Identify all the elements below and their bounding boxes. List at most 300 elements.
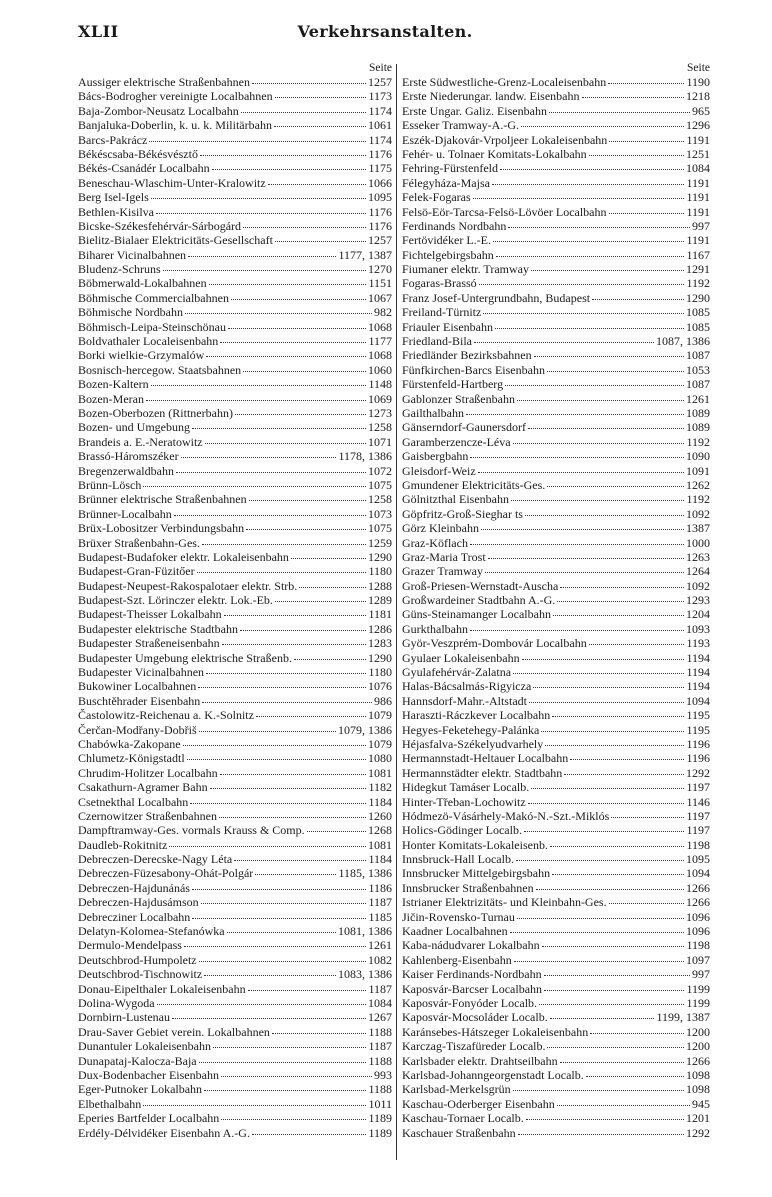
entry-name: Brüxer Straßenbahn-Ges.: [78, 535, 200, 550]
dot-leader: [234, 852, 366, 861]
entry-name: Hódmezö-Vásárhely-Makó-N.-Szt.-Miklós: [402, 808, 610, 823]
index-entry: [402, 651, 710, 665]
dot-leader: [514, 953, 684, 962]
index-entry: [402, 1126, 710, 1140]
index-entry: [402, 276, 710, 290]
index-entry: [78, 406, 392, 420]
index-entry: [78, 420, 392, 434]
index-entry: [402, 291, 710, 305]
entry-name: Friedland-Bila: [402, 334, 472, 349]
page-header: [78, 22, 692, 46]
entry-page: 1289: [368, 593, 392, 608]
entry-page: 1151: [368, 276, 392, 291]
entry-page: 1177, 1387: [338, 247, 392, 262]
entry-page: 1176: [368, 218, 392, 233]
entry-page: 1094: [686, 693, 710, 708]
entry-name: Debreczen-Derecske-Nagy Léta: [78, 852, 233, 867]
entry-page: 1092: [686, 578, 710, 593]
entry-page: 1257: [368, 233, 392, 248]
index-entry: [78, 305, 392, 319]
entry-name: Eperies Bartfelder Localbahn: [78, 1111, 220, 1126]
entry-page: 1068: [368, 348, 392, 363]
index-entry: [402, 665, 710, 679]
index-entry: [78, 190, 392, 204]
entry-page: 965: [692, 103, 710, 118]
entry-name: Karczag-Tiszafüreder Localb.: [402, 1039, 546, 1054]
index-entry: [402, 133, 710, 147]
index-entry: [402, 190, 710, 204]
index-entry: [402, 248, 710, 262]
entry-page: 1201: [686, 1111, 710, 1126]
dot-leader: [204, 967, 336, 976]
entry-name: Debreczen-Füzesabony-Ohát-Polgár: [78, 866, 254, 881]
dot-leader: [533, 679, 684, 688]
index-entry: [402, 1039, 710, 1053]
entry-name: Dux-Bodenbacher Eisenbahn: [78, 1067, 219, 1082]
entry-page: 1080: [368, 751, 392, 766]
index-entry: [78, 579, 392, 593]
entry-name: Brassó-Háromszéker: [78, 449, 179, 464]
dot-leader: [470, 449, 684, 458]
entry-page: 1290: [368, 650, 392, 665]
entry-page: 1191: [686, 204, 710, 219]
entry-name: Csakathurn-Agramer Bahn: [78, 780, 208, 795]
index-entry: [78, 449, 392, 463]
dot-leader: [202, 536, 366, 545]
index-entry: [402, 852, 710, 866]
entry-name: Kaadner Localbahnen: [402, 924, 508, 939]
entry-name: Fünfkirchen-Barcs Eisenbahn: [402, 362, 545, 377]
dot-leader: [608, 75, 684, 84]
entry-page: 1267: [368, 1010, 392, 1025]
entry-name: Erste Ungar. Galiz. Eisenbahn: [402, 103, 547, 118]
index-entry: [402, 507, 710, 521]
entry-page: 1197: [686, 823, 710, 838]
index-entry: [78, 982, 392, 996]
index-entry: [402, 233, 710, 247]
index-entry: [78, 118, 392, 132]
entry-page: 1251: [686, 146, 710, 161]
entry-name: Erste Niederungar. landw. Eisenbahn: [402, 89, 580, 104]
index-entry: [402, 708, 710, 722]
entry-name: Hegyes-Feketehegy-Palánka: [402, 722, 540, 737]
column-divider: [396, 64, 397, 1160]
dot-leader: [252, 75, 366, 84]
index-entry: [402, 924, 710, 938]
dot-leader: [611, 809, 684, 818]
entry-page: 1258: [368, 420, 392, 435]
entry-page: 1197: [686, 808, 710, 823]
dot-leader: [586, 1068, 684, 1077]
entry-name: Csetnekthal Localbahn: [78, 794, 189, 809]
entry-name: Debrecziner Localbahn: [78, 909, 191, 924]
dot-leader: [550, 838, 684, 847]
index-entry: [402, 550, 710, 564]
index-entry: [402, 492, 710, 506]
dot-leader: [210, 780, 367, 789]
dot-leader: [246, 521, 366, 530]
index-entry: [78, 147, 392, 161]
index-entry: [78, 881, 392, 895]
dot-leader: [172, 1010, 366, 1019]
entry-name: Bozen- und Umgebung: [78, 420, 190, 435]
entry-page: 1095: [368, 190, 392, 205]
entry-page: 1180: [368, 665, 392, 680]
entry-name: Chabówka-Zakopane: [78, 736, 181, 751]
entry-name: Gölnitzthal Eisenbahn: [402, 492, 509, 507]
dot-leader: [511, 492, 684, 501]
entry-page: 1187: [368, 1039, 392, 1054]
entry-page: 1084: [368, 996, 392, 1010]
entry-page: 1192: [686, 276, 710, 291]
entry-page: 1194: [686, 665, 710, 680]
dot-leader: [549, 104, 690, 113]
entry-page: 1079: [368, 708, 392, 723]
entry-name: Hannsdorf-Mahr.-Altstadt: [402, 693, 527, 708]
entry-name: Elbethalbahn: [78, 1096, 142, 1111]
index-entry: [78, 291, 392, 305]
entry-name: Grazer Tramway: [402, 564, 483, 579]
entry-page: 1293: [686, 593, 710, 608]
entry-name: Brünn-Lösch: [78, 477, 142, 492]
entry-page: 1089: [686, 420, 710, 435]
dot-leader: [143, 1097, 366, 1106]
entry-page: 1266: [686, 895, 710, 910]
entry-name: Güns-Steinamanger Localbahn: [402, 607, 551, 622]
entry-name: Istrianer Elektrizitäts- und Kleinbahn-Ges.: [402, 895, 607, 910]
entry-page: 1180: [368, 564, 392, 579]
entry-page: 1286: [368, 621, 392, 636]
entry-name: Budapest-Szt. Lörinczer elektr. Lok.-Eb.: [78, 593, 273, 608]
entry-name: Hermannstadt-Heltauer Localbahn: [402, 751, 569, 766]
entry-name: Budapest-Theisser Lokalbahn: [78, 607, 222, 622]
dot-leader: [198, 679, 366, 688]
entry-page: 1095: [686, 852, 710, 867]
dot-leader: [255, 866, 336, 875]
dot-leader: [513, 665, 684, 674]
entry-name: Gyulafehérvár-Zalatna: [402, 665, 512, 680]
page-number: XLII: [78, 22, 119, 41]
entry-name: Fehring-Fürstenfeld: [402, 161, 498, 176]
entry-name: Budapest-Neupest-Rakospalotaer elektr. Strb.: [78, 578, 298, 593]
entry-name: Bozen-Kaltern: [78, 377, 149, 392]
dot-leader: [553, 607, 684, 616]
entry-page: 1060: [368, 362, 392, 377]
entry-page: 1259: [368, 535, 392, 550]
entry-name: Graz-Köflach: [402, 535, 468, 550]
dot-leader: [199, 953, 366, 962]
index-entry: [78, 723, 392, 737]
entry-name: Kaposvár-Barcser Localbahn: [402, 981, 543, 996]
dot-leader: [199, 1054, 367, 1063]
entry-name: Daudleb-Rokitnitz: [78, 837, 168, 852]
dot-leader: [222, 636, 366, 645]
entry-page: 1184: [368, 852, 392, 867]
entry-name: Bozen-Meran: [78, 391, 144, 406]
index-entry: [402, 176, 710, 190]
entry-name: Brünner elektrische Straßenbahnen: [78, 492, 247, 507]
entry-name: Göpfritz-Groß-Sieghar ts: [402, 506, 523, 521]
index-entry: [402, 205, 710, 219]
entry-page: 1188: [368, 1024, 392, 1039]
dot-leader: [224, 607, 367, 616]
index-entry: [78, 593, 392, 607]
entry-page: 1174: [368, 132, 392, 147]
entry-page: 1090: [686, 449, 710, 464]
entry-page: 1081: [368, 765, 392, 780]
dot-leader: [176, 464, 366, 473]
index-column-left: [78, 61, 392, 1140]
index-entry: [78, 320, 392, 334]
dot-leader: [528, 420, 684, 429]
index-entry: [78, 205, 392, 219]
index-entry: [78, 492, 392, 506]
dot-leader: [197, 564, 367, 573]
dot-leader: [221, 1068, 372, 1077]
entry-name: Bludenz-Schruns: [78, 262, 161, 277]
dot-leader: [547, 478, 684, 487]
index-entry: [78, 737, 392, 751]
dot-leader: [213, 1039, 366, 1048]
entry-name: Gyulaer Lokaleisenbahn: [402, 650, 520, 665]
index-entry: [78, 823, 392, 837]
entry-page: 1262: [686, 477, 710, 492]
dot-leader: [206, 348, 366, 357]
index-entry: [78, 348, 392, 362]
dot-leader: [252, 1126, 366, 1135]
entry-page: 945: [692, 1096, 710, 1111]
entry-name: Deutschbrod-Humpoletz: [78, 952, 197, 967]
entry-name: Čerčan-Modřany-Dobřiš: [78, 722, 197, 737]
dot-leader: [510, 924, 684, 933]
entry-name: Budapester Umgebung elektrische Straßenb.: [78, 650, 292, 665]
dot-leader: [249, 492, 366, 501]
entry-page: 1204: [686, 607, 710, 622]
entry-page: 1387: [686, 521, 710, 536]
index-entry: [402, 866, 710, 880]
entry-name: Bozen-Oberbozen (Rittnerbahn): [78, 405, 233, 420]
index-entry: [78, 967, 392, 981]
index-entry: [78, 550, 392, 564]
entry-page: 1263: [686, 549, 710, 564]
entry-name: Görz Kleinbahn: [402, 521, 479, 536]
entry-page: 1178, 1386: [338, 449, 392, 464]
entry-page: 1079: [368, 736, 392, 751]
entry-name: Bosnisch-hercegow. Staatsbahnen: [78, 362, 242, 377]
entry-name: Bukowiner Localbahnen: [78, 679, 197, 694]
index-entry: [78, 1111, 392, 1125]
entry-page: 1260: [368, 808, 392, 823]
index-entry: [402, 967, 710, 981]
dot-leader: [518, 1126, 684, 1135]
entry-name: Kaschau-Tornaer Localb.: [402, 1111, 524, 1126]
index-entry: [78, 435, 392, 449]
index-entry: [78, 679, 392, 693]
entry-name: Biharer Vicinalbahnen: [78, 247, 187, 262]
dot-leader: [227, 924, 336, 933]
index-entry: [78, 1054, 392, 1068]
index-entry: [402, 636, 710, 650]
index-entry: [78, 219, 392, 233]
entry-name: Ferdinands Nordbahn: [402, 218, 507, 233]
index-entry: [402, 449, 710, 463]
entry-name: Innsbrucker Mittelgebirgsbahn: [402, 866, 551, 881]
entry-page: 1075: [368, 521, 392, 536]
dot-leader: [192, 881, 367, 890]
entry-name: Bicske-Székesfehérvár-Sárbogárd: [78, 218, 242, 233]
entry-name: Eger-Putnoker Lokalbahn: [78, 1082, 203, 1097]
dot-leader: [550, 1010, 655, 1019]
entry-name: Freiland-Türnitz: [402, 305, 482, 320]
dot-leader: [513, 435, 685, 444]
entry-page: 1000: [686, 535, 710, 550]
entry-page: 1177: [368, 334, 392, 349]
entry-name: Héjasfalva-Székelyudvarhely: [402, 736, 544, 751]
entry-page: 1196: [686, 751, 710, 766]
entry-name: Gleisdorf-Weiz: [402, 463, 476, 478]
index-entry: [78, 1010, 392, 1024]
dot-leader: [531, 780, 684, 789]
entry-page: 1081: [368, 837, 392, 852]
entry-name: Karánsebes-Hátszeger Lokaleisenbahn: [402, 1024, 589, 1039]
entry-name: Kaba-nádudvarer Lokalbahn: [402, 938, 540, 953]
entry-name: Budapest-Gran-Füzitőer: [78, 564, 195, 579]
dot-leader: [192, 910, 366, 919]
dot-leader: [495, 320, 684, 329]
entry-name: Gmundener Elektricitäts-Ges.: [402, 477, 546, 492]
index-entry: [402, 1025, 710, 1039]
index-entry: [402, 593, 710, 607]
index-entry: [78, 233, 392, 247]
index-entry: [402, 334, 710, 348]
index-entry: [78, 938, 392, 952]
entry-page: 1096: [686, 924, 710, 939]
dot-leader: [221, 1111, 366, 1120]
entry-page: 1200: [686, 1024, 710, 1039]
entry-page: 1273: [368, 405, 392, 420]
entry-page: 1066: [368, 175, 392, 190]
entry-name: Aussiger elektrische Straßenbahnen: [78, 75, 250, 89]
dot-leader: [539, 996, 684, 1005]
entry-name: Hinter-Třeban-Lochowitz: [402, 794, 526, 809]
entry-name: Felek-Fogaras: [402, 190, 471, 205]
dot-leader: [560, 579, 684, 588]
entry-page: 1188: [368, 1082, 392, 1097]
dot-leader: [547, 1039, 684, 1048]
entry-page: 1189: [368, 1125, 392, 1140]
entry-name: Fertövidéker L.-E.: [402, 233, 491, 248]
index-entry: [402, 536, 710, 550]
entry-page: 1176: [368, 146, 392, 161]
entry-name: Eszék-Djakovár-Vrpoljeer Lokaleisenbahn: [402, 132, 608, 147]
dot-leader: [275, 593, 366, 602]
entry-page: 1083, 1386: [338, 967, 392, 982]
entry-page: 1072: [368, 463, 392, 478]
dot-leader: [592, 291, 684, 300]
entry-page: 1067: [368, 290, 392, 305]
index-entry: [78, 1126, 392, 1140]
dot-leader: [524, 823, 684, 832]
index-entry: [402, 305, 710, 319]
index-entry: [402, 363, 710, 377]
entry-name: Dornbirn-Lustenau: [78, 1010, 170, 1025]
seite-heading: Seite: [369, 62, 392, 74]
entry-page: 1173: [368, 89, 392, 104]
dot-leader: [582, 89, 685, 98]
dot-leader: [466, 406, 684, 415]
index-entry: [402, 478, 710, 492]
entry-page: 1185: [368, 909, 392, 924]
dot-leader: [149, 133, 366, 142]
entry-page: 1192: [686, 492, 710, 507]
entry-name: Kaschauer Straßenbahn: [402, 1125, 516, 1140]
entry-name: Bielitz-Bialaer Elektricitäts-Gesellschaft: [78, 233, 273, 248]
index-entry: [78, 766, 392, 780]
dot-leader: [188, 248, 336, 257]
entry-page: 1197: [686, 780, 710, 795]
dot-leader: [248, 982, 367, 991]
dot-leader: [268, 176, 366, 185]
entry-page: 1266: [686, 880, 710, 895]
entry-page: 997: [692, 218, 710, 233]
entry-page: 1296: [686, 118, 710, 133]
entry-page: 1075: [368, 477, 392, 492]
entry-name: Großwardeiner Stadtbahn A.-G.: [402, 593, 556, 608]
dot-leader: [240, 622, 366, 631]
entry-page: 1174: [368, 103, 392, 118]
index-entry: [78, 478, 392, 492]
entry-name: Békéscsaba-Békésvésztő: [78, 146, 198, 161]
index-entry: [78, 1025, 392, 1039]
dot-leader: [552, 866, 684, 875]
entry-page: 1191: [686, 233, 710, 248]
entry-page: 1082: [368, 952, 392, 967]
dot-leader: [516, 852, 684, 861]
entry-page: 1187: [368, 895, 392, 910]
index-entry: [402, 377, 710, 391]
dot-leader: [243, 219, 366, 228]
entry-page: 1069: [368, 391, 392, 406]
dot-leader: [143, 478, 366, 487]
entry-page: 1098: [686, 1067, 710, 1082]
dot-leader: [526, 1111, 684, 1120]
index-entry: [78, 866, 392, 880]
index-entry: [78, 161, 392, 175]
dot-leader: [483, 305, 684, 314]
dot-leader: [275, 89, 367, 98]
entry-name: Békés-Csanádér Localbahn: [78, 161, 210, 176]
index-entry: [402, 147, 710, 161]
index-entry: [78, 334, 392, 348]
dot-leader: [200, 147, 366, 156]
dot-leader: [536, 881, 684, 890]
entry-page: 1089: [686, 405, 710, 420]
index-entry: [78, 665, 392, 679]
entry-name: Halas-Bácsalmás-Rigyicza: [402, 679, 532, 694]
entry-page: 1195: [686, 708, 710, 723]
entry-page: 1194: [686, 679, 710, 694]
dot-leader: [544, 982, 684, 991]
dot-leader: [528, 795, 685, 804]
index-entry: [78, 607, 392, 621]
dot-leader: [212, 161, 367, 170]
entry-name: Bács-Bodrogher vereinigte Localbahnen: [78, 89, 273, 104]
entry-name: Barcs-Pakrácz: [78, 132, 148, 147]
entry-name: Bethlen-Kisilva: [78, 204, 154, 219]
entry-page: 1292: [686, 765, 710, 780]
index-entry: [78, 276, 392, 290]
index-entry: [78, 910, 392, 924]
